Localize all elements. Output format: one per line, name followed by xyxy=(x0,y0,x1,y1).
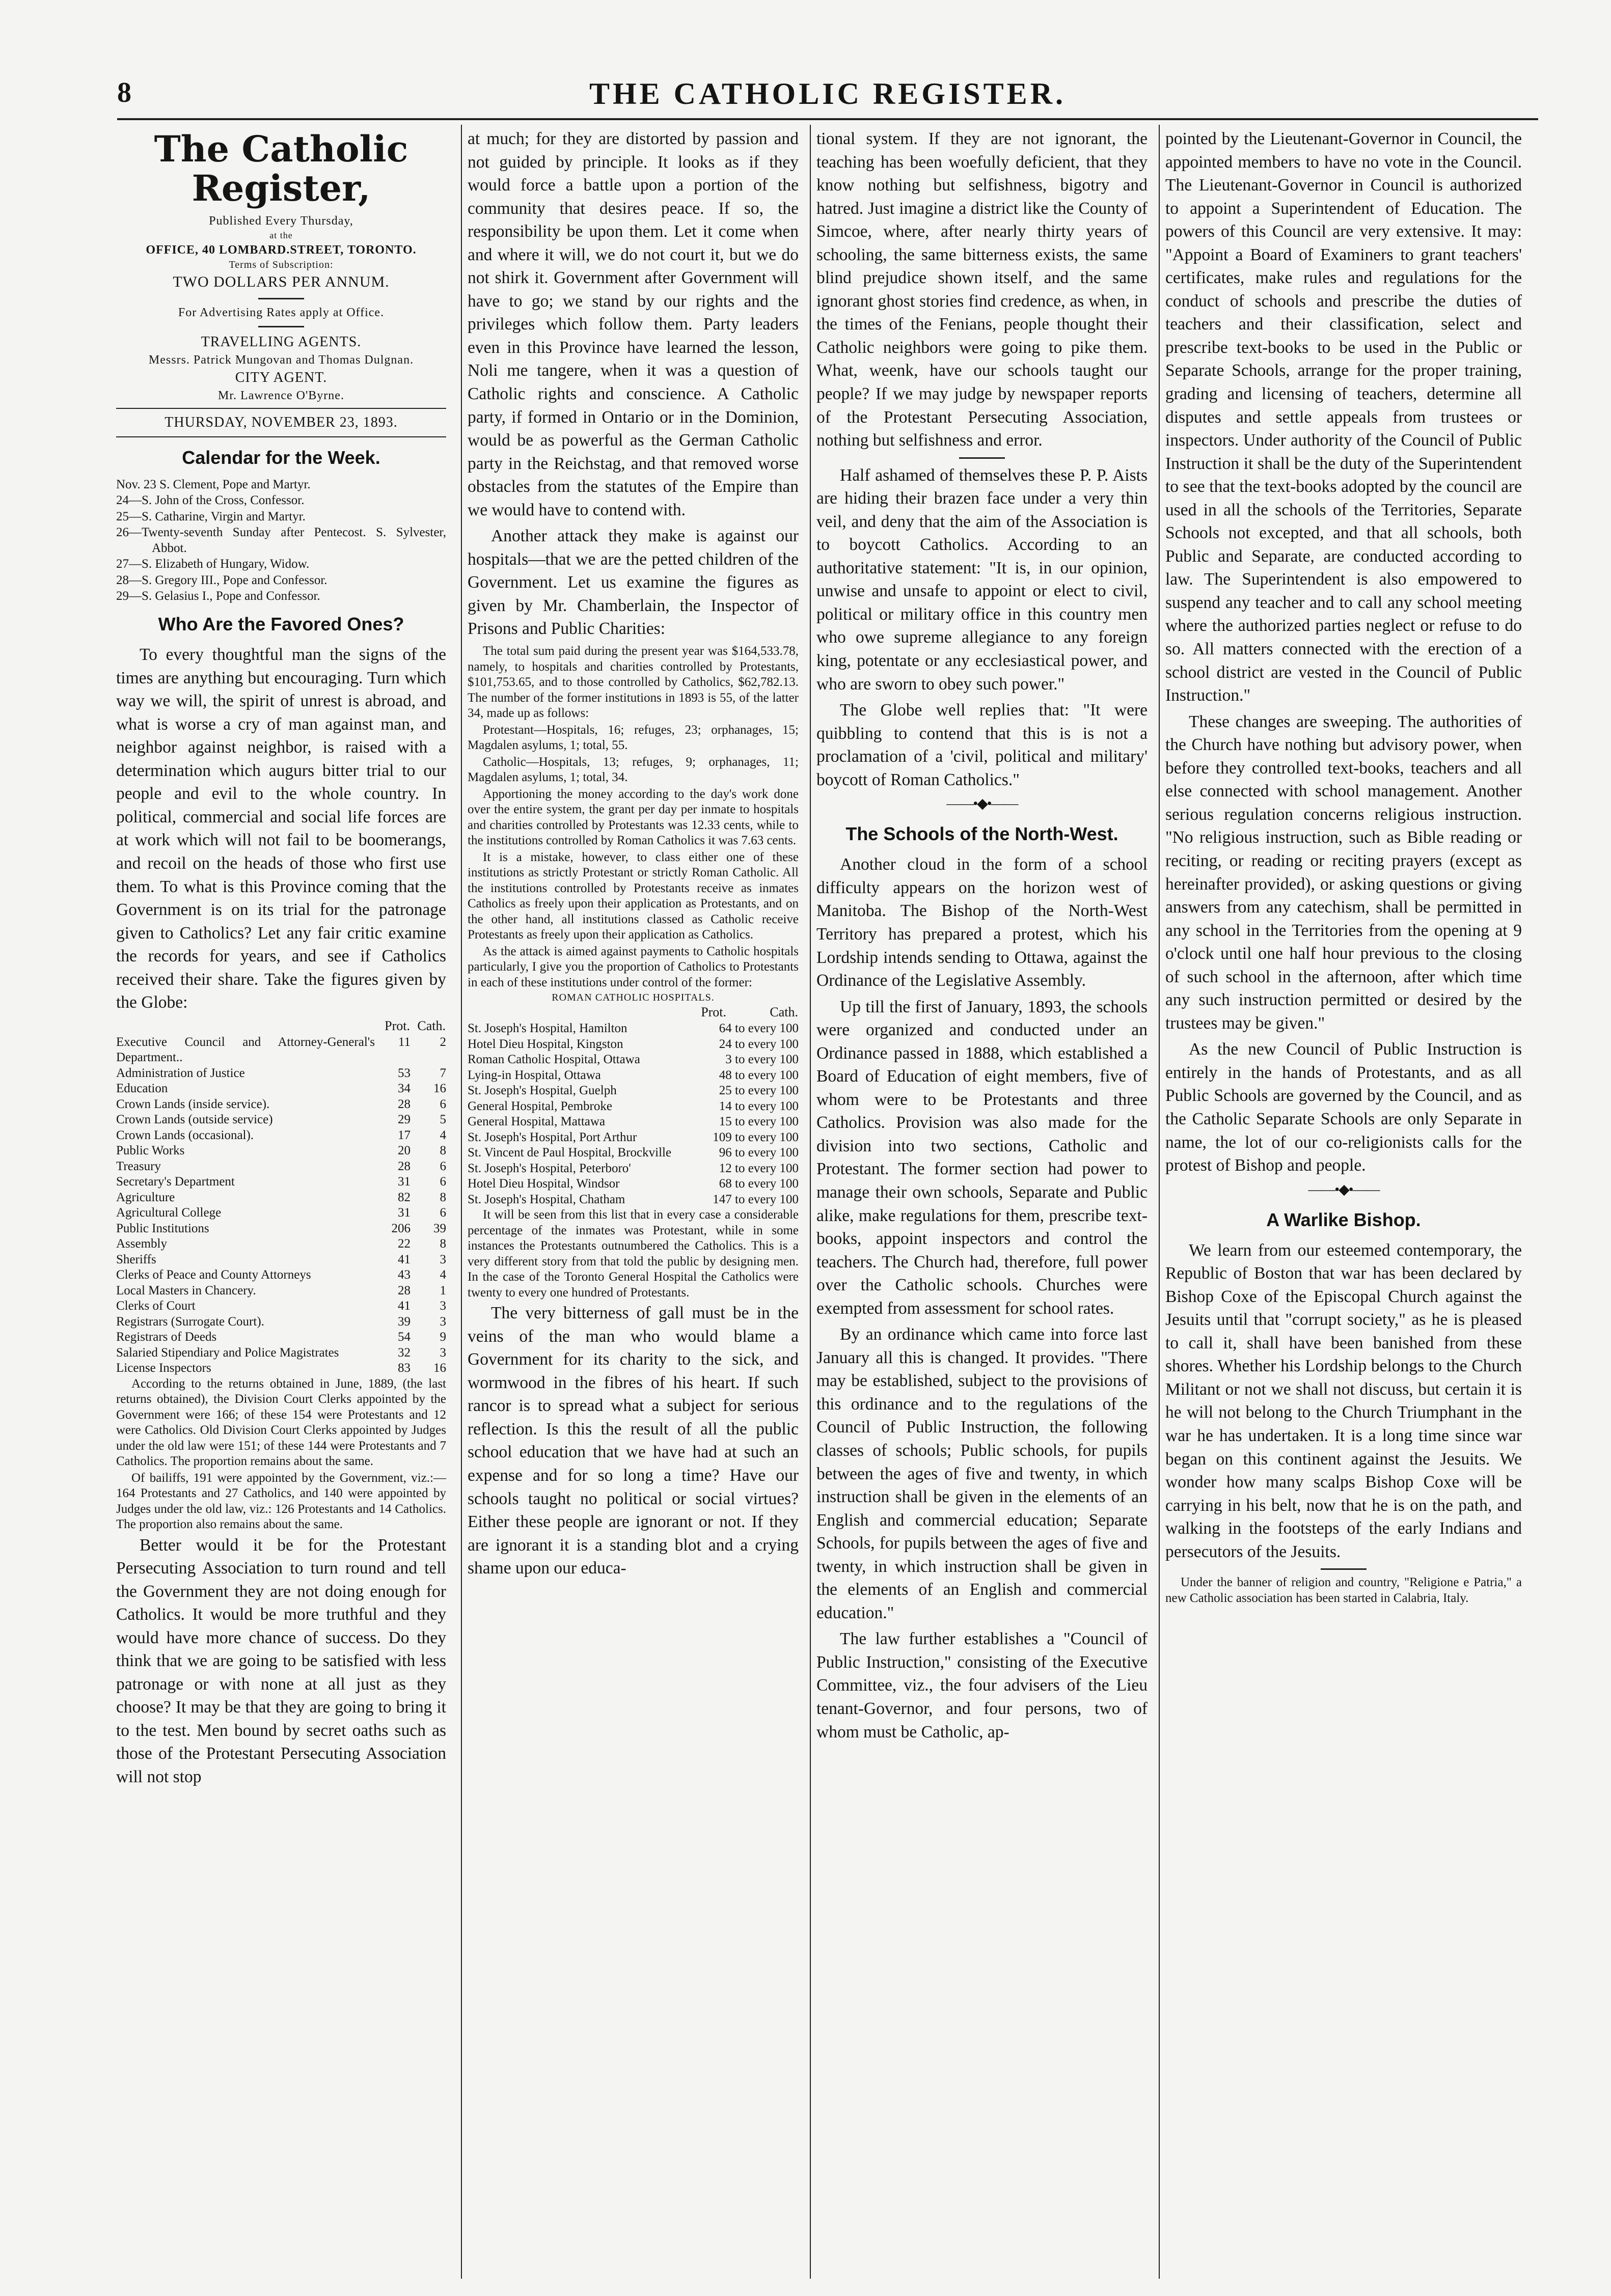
calendar-entry: 26—Twenty-seventh Sunday after Pentecost. S. Sylvester, Abbot. xyxy=(116,525,446,556)
table-row: St. Joseph's Hospital, Port Arthur 109 to every 100 xyxy=(468,1130,799,1144)
divider xyxy=(116,436,446,437)
table-row: Lying-in Hospital, Ottawa 48 to every 100 xyxy=(468,1068,799,1082)
divider xyxy=(258,326,304,327)
table-row: Clerks of Peace and County Attorneys 43 4 xyxy=(116,1268,446,1282)
table-row: Administration of Justice 53 7 xyxy=(116,1066,446,1080)
table-row: Roman Catholic Hospital, Ottawa 3 to every 100 xyxy=(468,1053,799,1067)
calendar-entry: 29—S. Gelasius I., Pope and Confessor. xyxy=(116,589,320,603)
paragraph: The very bitterness of gall must be in the veins of the man who would blame a Government for its charity to the sick, and wormwood in the fibres of his heart. If such rancor is to spread what a subject for serious reflection. Is this the result of all the public school education that we have had at such an expense and for so long a time? Have our schools taught no political or social virtues? Either these people are ignorant or not. If they are ignorant it is a standing blot and a crying shame upon our educa- xyxy=(468,1304,799,1578)
calendar-entry: 27—S. Elizabeth of Hungary, Widow. xyxy=(116,557,310,571)
paragraph: Another cloud in the form of a school difficulty appears on the horizon west of Manitoba. The Bishop of the North-West Territory has prepared a protest, which his Lordship intends sending to Ottawa, against the Ordinance of the Legislative Assembly. xyxy=(816,855,1148,990)
travelling-agents: Messrs. Patrick Mungovan and Thomas Dulgnan. xyxy=(148,353,414,367)
newspaper-title: THE CATHOLIC REGISTER. xyxy=(589,77,1067,110)
col-header-cath: Cath. xyxy=(417,1018,446,1033)
article-heading: Who Are the Favored Ones? xyxy=(158,614,404,635)
table-row: Hotel Dieu Hospital, Kingston 24 to every 100 xyxy=(468,1037,799,1051)
table-row: Registrars of Deeds 54 9 xyxy=(116,1330,446,1344)
advertising-note: For Advertising Rates apply at Office. xyxy=(178,306,385,319)
table-row: St. Joseph's Hospital, Hamilton 64 to every 100 xyxy=(468,1021,799,1036)
table-row: St. Vincent de Paul Hospital, Brockville 96 to every 100 xyxy=(468,1146,799,1160)
paragraph: Another attack they make is against our hospitals—that we are the petted children of the Government. Let us examine the figures as given by Mr. Chamberlain, the Inspector of Prisons and Public Charities: xyxy=(468,527,799,639)
table-row: Local Masters in Chancery. 28 1 xyxy=(116,1283,446,1297)
ornament-divider: ——•◆•—— xyxy=(946,796,1018,812)
terms-label: Terms of Subscription: xyxy=(229,259,334,271)
table-row: Sheriffs 41 3 xyxy=(116,1252,446,1266)
divider xyxy=(116,408,446,409)
small-print xyxy=(1165,1575,1522,1606)
table-row: Public Works 20 8 xyxy=(116,1144,446,1158)
hospital-table-heading: ROMAN CATHOLIC HOSPITALS. xyxy=(552,992,715,1004)
col-header-prot: Prot. xyxy=(701,1005,727,1020)
paragraph: As the new Council of Public Instruction is entirely in the hands of Protestants, and as all Public Schools are governed by the Council, and as the Catholic Separate Schools are only Separate in name, the lot of our co-religionists calls for the protest of Bishop and people. xyxy=(1165,1040,1522,1175)
calendar-entry: 25—S. Catharine, Virgin and Martyr. xyxy=(116,509,306,523)
divider xyxy=(258,298,304,299)
masthead-rule xyxy=(117,118,1538,120)
table-row: St. Joseph's Hospital, Chatham 147 to every 100 xyxy=(468,1192,799,1206)
paragraph: tional system. If they are not ignorant, the teaching has been woefully deficient, that they know nothing but selfishness, bigotry and hatred. Just imagine a district like the County of Simcoe, where, after nearly thirty years of schooling, the same bitterness exists, the same blind prejudice shown itself, and the same ignorant ghost stories find credence, as when, in the times of the Fenians, people thought their Catholic neighbors were going to pike them. What, weenk, have our schools taught our people? If we may judge by newspaper reports of the Protestant Persecuting Association, nothing but selfishness and error. xyxy=(816,129,1148,450)
table-row: Agriculture 82 8 xyxy=(116,1190,446,1204)
column-rule-3 xyxy=(1159,125,1160,2279)
table-row: St. Joseph's Hospital, Peterboro' 12 to every 100 xyxy=(468,1161,799,1175)
paragraph: Catholic—Hospitals, 13; refuges, 9; orphanages, 11; Magdalen asylums, 1; total, 34. xyxy=(468,755,799,785)
paragraph: It will be seen from this list that in every case a considerable percentage of the inmates was Protestant, while in some instances the Protestants outnumbered the Catholics. This is a very different story from that told the public by designing men. In the case of the Toronto General Hospital the Catholics were twenty to every one hundred of Protestants. xyxy=(468,1208,799,1299)
publication-line: Published Every Thursday, xyxy=(209,214,353,228)
issue-date: THURSDAY, NOVEMBER 23, 1893. xyxy=(165,414,398,431)
article-heading: A Warlike Bishop. xyxy=(1266,1209,1421,1230)
table-row: License Inspectors 83 16 xyxy=(116,1361,446,1375)
table-row: Salaried Stipendiary and Police Magistrates 32 3 xyxy=(116,1345,446,1360)
table-row: Education 34 16 xyxy=(116,1082,446,1096)
paragraph: Half ashamed of themselves these P. P. Aists are hiding their brazen face under a very thin veil, and deny that the aim of the Association is to boycott Catholics. According to an authoritative statement: "It is, in our opinion, unwise and unsafe to appoint or elect to civil, political or military office in this country men who owe supreme allegiance to any foreign king, potentate or any ecclesiastical power, and who are sworn to obey such power." xyxy=(816,465,1148,694)
column-2 xyxy=(468,127,799,1583)
paragraph: These changes are sweeping. The authorities of the Church have nothing but advisory power, when before they controlled text-books, teachers and all else connected with school management. Another serious regulation concerns religious instruction. "No religious instruction, such as Bible reading or reciting, or reading or reciting prayers (except as hereinafter provided), or asking questions or giving answers from any catechism, shall be permitted in any school in the Territories from the opening at 9 o'clock until one half hour previous to the closing of such school in the afternoon, after which time any such instruction permitted or desired by the trustees may be given." xyxy=(1165,712,1522,1033)
table-row: Registrars (Surrogate Court). 39 3 xyxy=(116,1314,446,1329)
paragraph: Protestant—Hospitals, 16; refuges, 23; orphanages, 15; Magdalen asylums, 1; total, 55. xyxy=(468,723,799,753)
table-row: Secretary's Department 31 6 xyxy=(116,1175,446,1189)
paragraph: As the attack is aimed against payments to Catholic hospitals particularly, I give you the proportion of Catholics to Protestants in each of these institutions under control of the former: xyxy=(468,944,799,989)
table-row: General Hospital, Mattawa 15 to every 100 xyxy=(468,1115,799,1129)
paragraph: Under the banner of religion and country, "Religione e Patria," a new Catholic association has been started in Calabria, Italy. xyxy=(1165,1575,1522,1605)
col-header-cath: Cath. xyxy=(770,1005,798,1020)
paragraph: By an ordinance which came into force last January all this is changed. It provides. "There may be established, subject to the provisions of this ordinance and to the regulations of the Council of Public Instruction, the following classes of schools; Public schools, for pupils between the ages of five and twenty, in which instruction shall be given in the elements of an English and commercial education; Separate Schools, for pupils between the ages of five and twenty, in which instruction shall be given in the elements of an English and commercial education." xyxy=(816,1325,1148,1622)
table-row: Agricultural College 31 6 xyxy=(116,1206,446,1220)
table-row: Crown Lands (inside service). 28 6 xyxy=(116,1097,446,1111)
paragraph: Up till the first of January, 1893, the schools were organized and conducted under an Ordinance passed in 1888, which established a Board of Education of eight members, five of whom were to be Protestants and three Catholics. Provision was also made for the division into two sections, Catholic and Protestant. The former section had power to manage their own schools, Separate and Public alike, make regulations for them, prescribe text-books, appoint inspectors and control the teachers. The Church had, therefore, full power over the Catholic schools. Churches were exempted from assessment for school rates. xyxy=(816,997,1148,1318)
city-agent: Mr. Lawrence O'Byrne. xyxy=(218,389,344,402)
ornament-divider: ——•◆•—— xyxy=(1308,1181,1379,1198)
paragraph: The total sum paid during the present year was $164,533.78, namely, to hospitals and charities controlled by Protestants, $101,753.65, and to those controlled by Catholics, $62,782.13. The number of the former institutions in 1893 is 55, of the latter 34, made up as follows: xyxy=(468,644,799,721)
subscription-price: TWO DOLLARS PER ANNUM. xyxy=(173,273,390,291)
calendar-entry: 24—S. John of the Cross, Confessor. xyxy=(116,493,305,508)
table-row: Hotel Dieu Hospital, Windsor 68 to every 100 xyxy=(468,1177,799,1191)
paragraph: Apportioning the money according to the day's work done over the entire system, the grant per day per inmate to hospitals and charities controlled by Protestants was 12.33 cents, while to the institutions controlled by Roman Catholics it was 7.63 cents. xyxy=(468,787,799,848)
travelling-agents-heading: TRAVELLING AGENTS. xyxy=(201,334,362,350)
hospital-table xyxy=(468,1004,799,1207)
column-4 xyxy=(1165,127,1522,1607)
table-row: Crown Lands (occasional). 17 4 xyxy=(116,1128,446,1142)
table-row: Public Institutions 206 39 xyxy=(116,1221,446,1235)
nameplate: The Catholic Register, xyxy=(154,128,408,209)
calendar-entry: 28—S. Gregory III., Pope and Confessor. xyxy=(116,573,327,587)
office-address: OFFICE, 40 LOMBARD.STREET, TORONTO. xyxy=(146,243,417,257)
divider xyxy=(1321,1568,1367,1570)
column-rule-2 xyxy=(810,125,811,2279)
paragraph: To every thoughtful man the signs of the times are anything but encouraging. Turn which way we will, the spirit of unrest is abroad, and what is worse a cry of man against man, and neighbor against neighbor, is raised with a determination which augurs bitter trial to our people and evil to the whole country. In political, commercial and social life forces are at work which will not fail to be boomerangs, and recoil on the heads of those who first use them. To what is this Province coming that the Government is on its trial for the patronage given to Catholics? Let any fair critic examine the records for years, and see if Catholics received their share. Take the figures given by the Globe: xyxy=(116,645,446,1012)
paragraph: According to the returns obtained in June, 1889, (the last returns obtained), the Division Court Clerks appointed by the Government were 166; of these 154 were Protestants and 12 were Catholics. Old Division Court Clerks appointed by Judges under the old law were 151; of these 144 were Protestants and 7 Catholics. The proportion remains about the same. xyxy=(116,1376,446,1469)
calendar-list xyxy=(116,477,446,604)
column-1 xyxy=(116,127,446,1792)
table-row: Crown Lands (outside service) 29 5 xyxy=(116,1113,446,1127)
paragraph: The Globe well replies that: "It were quibbling to contend that this is is not a proclamation of a 'civil, political and military' boycott of Roman Catholics." xyxy=(816,701,1148,789)
city-agent-heading: CITY AGENT. xyxy=(235,370,327,386)
table-row: General Hospital, Pembroke 14 to every 100 xyxy=(468,1099,799,1113)
column-3 xyxy=(816,127,1148,1747)
article-heading: The Schools of the North-West. xyxy=(845,823,1118,845)
table-row: Assembly 22 8 xyxy=(116,1237,446,1251)
calendar-entry: Nov. 23 S. Clement, Pope and Martyr. xyxy=(116,478,311,492)
calendar-heading: Calendar for the Week. xyxy=(182,447,380,468)
paragraph: Of bailiffs, 191 were appointed by the Government, viz.:—164 Protestants and 27 Catholics, and 140 were appointed by Judges under the old law, viz.: 126 Protestants and 14 Catholics. The proportion also remains about the same. xyxy=(116,1471,446,1532)
appointments-table xyxy=(116,1017,446,1376)
paragraph: We learn from our esteemed contemporary, the Republic of Boston that war has been declared by Bishop Coxe of the Episcopal Church against the Jesuits until that "corrupt society," as he is pleased to call it, shall have been banished from these shores. Whether his Lordship belongs to the Church Militant or not we shall not discuss, but certain it is he will not belong to the Church Triumphant in the war he has undertaken. It is a long time since war began on this continent against the Jesuits. We wonder how many scalps Bishop Coxe will be carrying in his belt, now that he is on the path, and walking in the footsteps of the early Indians and persecutors of the Jesuits. xyxy=(1165,1240,1522,1561)
table-row: Executive Council and Attorney-General's Department.. 11 2 xyxy=(116,1035,446,1065)
masthead xyxy=(117,76,1538,112)
small-print xyxy=(468,644,799,1301)
col-header-prot: Prot. xyxy=(385,1018,410,1033)
paragraph: at much; for they are distorted by passion and not guided by principle. It looks as if they would force a battle upon a portion of the community that desires peace. If so, the responsibility be upon them. Let it come when and where it will, we do not court it, but we do not shirk it. Government after Government will have to go; we stand by our rights and the privileges which follow them. Party leaders even in this Province have learned the lesson, Noli me tangere, when it was a question of Catholic rights and conscience. A Catholic party, if formed in Ontario or in the Dominion, would be as powerful as the German Catholic party in the Reichstag, and that removed worse obstacles from the statutes of the Empire than we would have to contend with. xyxy=(468,129,799,519)
paragraph: It is a mistake, however, to class either one of these institutions as strictly Protestant or strictly Roman Catholic. All the institutions controlled by Protestants receive as inmates Catholics as freely upon their application as Protestants, and on the other hand, all institutions classed as Catholic receive Protestants as freely upon their application as Catholics. xyxy=(468,850,799,942)
table-row: St. Joseph's Hospital, Guelph 25 to every 100 xyxy=(468,1084,799,1098)
paragraph: pointed by the Lieutenant-Governor in Council, the appointed members to have no vote in the Council. The Lieutenant-Governor in Council is authorized to appoint a Superintendent of Education. The powers of this Council are very extensive. It may: "Appoint a Board of Examiners to grant teachers' certificates, make rules and regulations for the conduct of schools and prescribe the duties of teachers and their classification, select and prescribe text-books to be used in the Public or Separate Schools, arrange for the proper training, grading and licensing of teachers, determine all disputes and settle appeals from trustees or inspectors. Under authority of the Council of Public Instruction it shall be the duty of the Superintendent to see that the text-books adopted by the council are used in all the schools of the Territories, Separate Schools not excepted, and that all schools, both Public and Separate, are conducted according to law. The Superintendent is also empowered to suspend any teacher and to call any school meeting where the authorized parties neglect or refuse to do so. All matters connected with the erection of a school district are vested in the Council of Public Instruction." xyxy=(1165,129,1522,705)
page-number: 8 xyxy=(117,77,131,108)
publication-at: at the xyxy=(269,230,293,241)
small-print xyxy=(116,1376,446,1533)
paragraph: The law further establishes a "Council of Public Instruction," consisting of the Executive Committee, viz., the four advisers of the Lieu tenant-Governor, and four persons, two of whom must be Catholic, ap- xyxy=(816,1629,1148,1741)
table-row: Clerks of Court 41 3 xyxy=(116,1299,446,1313)
paragraph: Better would it be for the Protestant Persecuting Association to turn round and tell the Government they are not doing enough for Catholics. It would be more truthful and they would have more chance of success. Do they think that we are going to be satisfied with less patronage or with none at all just as they choose? It may be that they are going to bring it to the test. Men bound by secret oaths such as those of the Protestant Persecuting Association will not stop xyxy=(116,1535,446,1786)
table-row: Treasury 28 6 xyxy=(116,1159,446,1173)
divider xyxy=(959,457,1005,459)
column-rule-1 xyxy=(461,125,462,2279)
